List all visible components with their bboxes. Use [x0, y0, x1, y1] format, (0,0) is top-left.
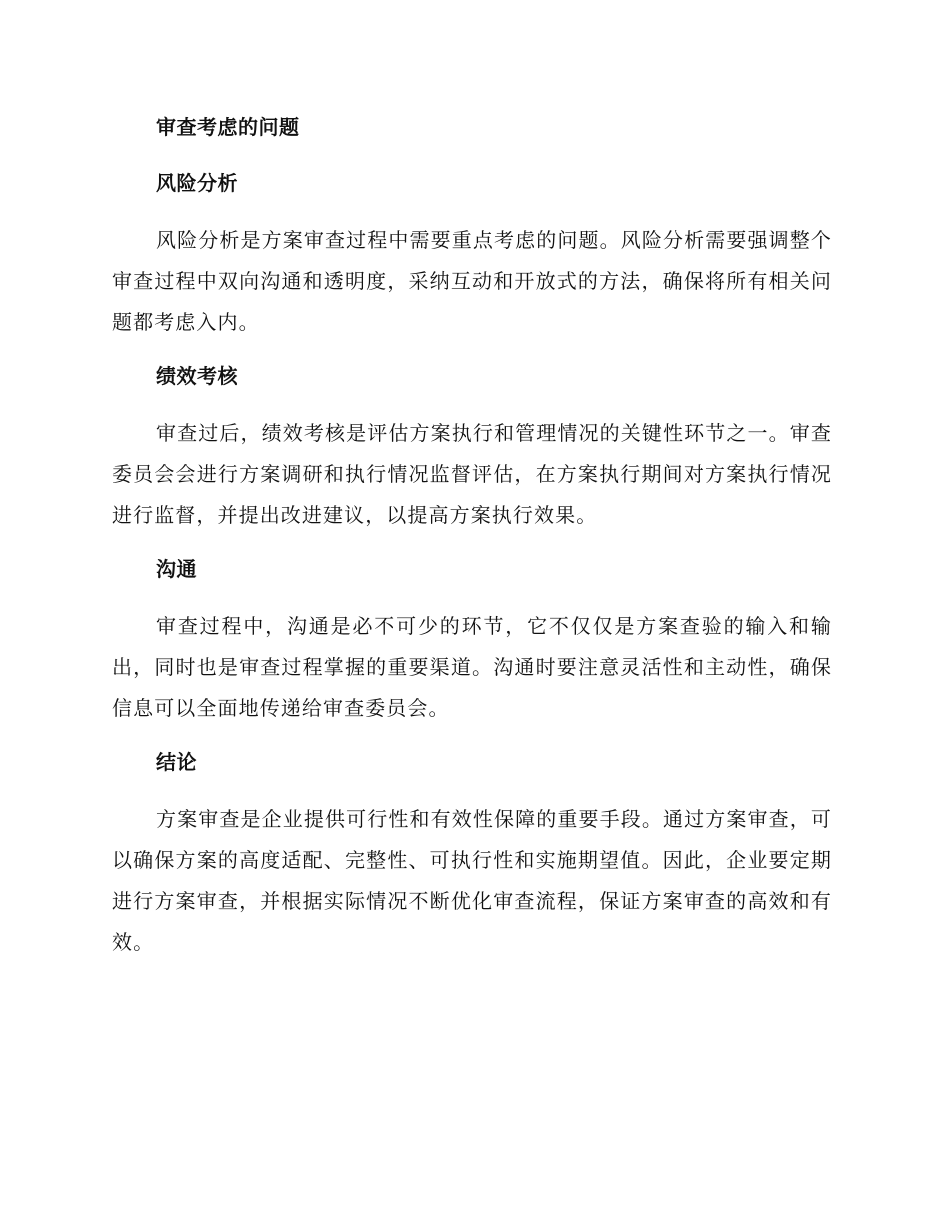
- section-body-communication: 审查过程中，沟通是必不可少的环节，它不仅仅是方案查验的输入和输出，同时也是审查过程掌握的重要渠道。沟通时要注意灵活性和主动性，确保信息可以全面地传递给审查委员会。: [112, 614, 832, 720]
- document-content: [112, 108, 832, 977]
- section-body-conclusion: 方案审查是企业提供可行性和有效性保障的重要手段。通过方案审查，可以确保方案的高度适配、完整性、可执行性和实施期望值。因此，企业要定期进行方案审查，并根据实际情况不断优化审查流程，保证方案审查的高效和有效。: [112, 807, 832, 954]
- section-heading-risk-analysis: 风险分析: [156, 171, 238, 195]
- section-body-performance-review: 审查过后，绩效考核是评估方案执行和管理情况的关键性环节之一。审查委员会会进行方案调研和执行情况监督评估，在方案执行期间对方案执行情况进行监督，并提出改进建议，以提高方案执行效果。: [112, 421, 832, 527]
- section-heading-conclusion: 结论: [156, 750, 197, 774]
- section-body-risk-analysis: 风险分析是方案审查过程中需要重点考虑的问题。风险分析需要强调整个审查过程中双向沟通和透明度，采纳互动和开放式的方法，确保将所有相关问题都考虑入内。: [112, 228, 832, 334]
- section-heading-performance-review: 绩效考核: [156, 364, 238, 388]
- document-title: 审查考虑的问题: [156, 115, 300, 139]
- section-heading-communication: 沟通: [156, 557, 197, 581]
